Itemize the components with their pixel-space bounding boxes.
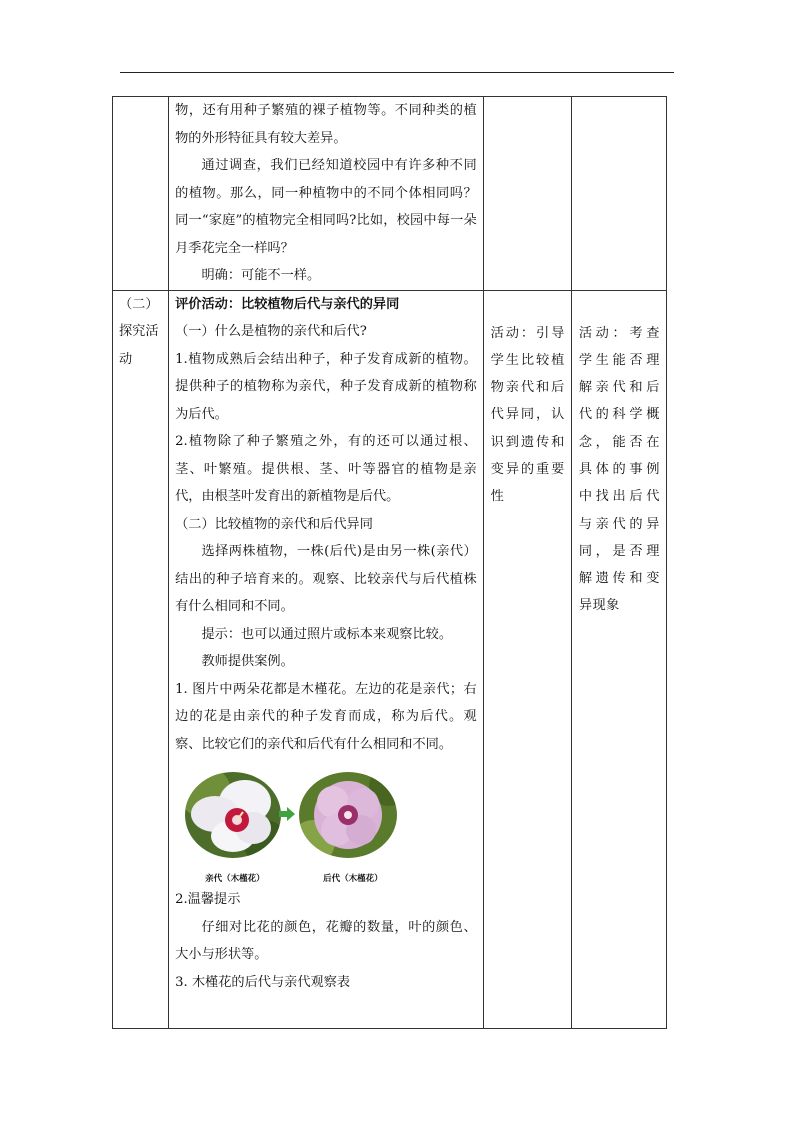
- stage-label: （二）探究活动: [119, 296, 159, 367]
- evaluation-cell: [571, 290, 666, 1028]
- paragraph: 提示：也可以通过照片或标本来观察比较。: [201, 626, 453, 642]
- paragraph: 仔细对比花的颜色，花瓣的数量，叶的颜色、大小与形状等。: [175, 919, 477, 962]
- hibiscus-figure: [175, 766, 477, 886]
- evaluation-activity: 活动：考查学生能否理解亲代和后代的科学概念，能否在具体的事例中找出后代与亲代的异同，是否理解遗传和变异现象: [578, 325, 660, 614]
- paragraph: 1. 图片中两朵花都是木槿花。左边的花是亲代；右边的花是由亲代的种子发育而成，称为后代。观察、比较它们的亲代和后代有什么相同和不同。: [175, 681, 477, 752]
- paragraph: 教师提供案例。: [201, 654, 294, 669]
- lesson-table: [112, 96, 667, 1029]
- stage-cell: [113, 290, 169, 1028]
- offspring-flower-image: [299, 772, 397, 858]
- arrow-right-icon: [279, 804, 295, 832]
- paragraph: 通过调查，我们已经知道校园中有许多种不同的植物。那么，同一种植物中的不同个体相同吗？同一“家庭”的植物完全相同吗?比如，校园中每一朵月季花完全一样吗？: [175, 158, 477, 256]
- paragraph: 选择两株植物，一株(后代)是由另一株(亲代）结出的种子培育来的。观察、比较亲代与后代植株有什么相同和不同。: [175, 544, 477, 614]
- content-cell: [169, 290, 484, 1028]
- teacher-cell: [483, 97, 571, 291]
- evaluation-cell: [571, 97, 666, 291]
- parent-caption: 亲代（木槿花）: [205, 874, 265, 884]
- parent-flower-image: [185, 772, 281, 858]
- paragraph: 3. 木槿花的后代与亲代观察表: [175, 974, 351, 990]
- stage-cell: [113, 97, 169, 291]
- subheading: （二）比较植物的亲代和后代异同: [175, 516, 373, 532]
- paragraph: 2.植物除了种子繁殖之外，有的还可以通过根、茎、叶繁殖。提供根、茎、叶等器官的植物是亲代，由根茎叶发育出的新植物是后代。: [175, 434, 477, 504]
- offspring-caption: 后代（木槿花）: [323, 874, 383, 884]
- paragraph: 明确：可能不一样。: [201, 268, 321, 283]
- section-title: 评价活动：比较植物后代与亲代的异同: [175, 296, 400, 312]
- teacher-cell: [483, 290, 571, 1028]
- header-rule: [120, 72, 674, 73]
- paragraph: 1.植物成熟后会结出种子，种子发育成新的植物。提供种子的植物称为亲代，种子发育成新的植物称为后代。: [175, 351, 477, 422]
- teacher-activity: 活动：引导学生比较植物亲代和后代异同，认识到遗传和变异的重要性: [490, 325, 565, 505]
- paragraph: 物，还有用种子繁殖的裸子植物等。不同种类的植物的外形特征具有较大差异。: [175, 103, 477, 146]
- content-cell: [169, 97, 484, 291]
- subheading: （一）什么是植物的亲代和后代?: [175, 324, 367, 339]
- subheading: 2.温馨提示: [175, 892, 241, 907]
- table-row: [113, 290, 667, 1028]
- table-row: [113, 97, 667, 291]
